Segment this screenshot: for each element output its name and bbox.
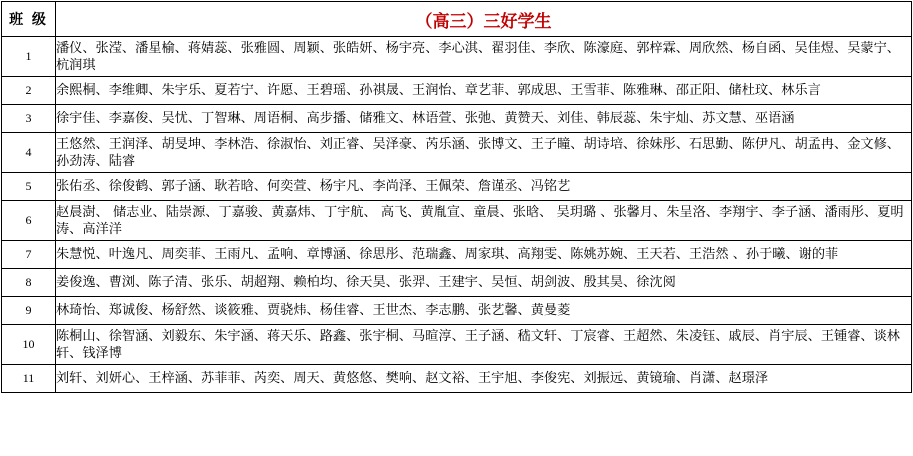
table-row	[2, 77, 912, 105]
table-title: （高三）三好学生	[56, 2, 912, 37]
student-names: 徐宇佳、李嘉俊、吴忧、丁智琳、周语桐、高步播、储雅文、林语萱、张弛、黄赞天、刘佳、韩辰蕊、朱宇灿、苏文慧、巫语涵	[56, 105, 912, 133]
table-row	[2, 105, 912, 133]
class-number: 6	[2, 201, 56, 241]
student-names: 赵晨澍、 储志业、陆崇源、丁嘉骏、黄嘉炜、丁宇航、 高飞、黄胤宣、童晨、张晗、 吴玥璐 、张馨月、朱呈洛、李翔宇、李子涵、潘雨彤、夏明涛、高洋洋	[56, 201, 912, 241]
table-row	[2, 133, 912, 173]
class-number: 5	[2, 173, 56, 201]
student-names: 林琦怡、郑诚俊、杨舒然、谈筱雅、贾骁炜、杨佳睿、王世杰、李志鹏、张艺馨、黄曼菱	[56, 297, 912, 325]
student-names: 王悠然、王润泽、胡旻坤、李林浩、徐淑怡、刘正睿、吴泽豪、芮乐涵、张博文、王子瞳、胡诗培、徐妹彤、石思勤、陈伊凡、胡孟冉、金文修、孙劲涛、陆睿	[56, 133, 912, 173]
class-number: 11	[2, 365, 56, 393]
class-number: 8	[2, 269, 56, 297]
table-row	[2, 297, 912, 325]
class-number: 3	[2, 105, 56, 133]
class-number: 10	[2, 325, 56, 365]
class-number: 2	[2, 77, 56, 105]
table-row	[2, 173, 912, 201]
student-names: 张佑丞、徐俊鹤、郭子涵、耿若晗、何奕萱、杨宇凡、李尚泽、王佩荣、詹谨丞、冯铭艺	[56, 173, 912, 201]
table-row	[2, 37, 912, 77]
table-row	[2, 365, 912, 393]
student-names: 刘轩、刘妍心、王梓涵、苏菲菲、芮奕、周天、黄悠悠、樊响、赵文裕、王宇旭、李俊宪、刘振远、黄镜瑜、肖潇、赵璟泽	[56, 365, 912, 393]
student-names: 姜俊逸、曹浏、陈子清、张乐、胡超翔、赖柏均、徐天昊、张羿、王建宇、吴恒、胡剑波、殷其昊、徐沈阅	[56, 269, 912, 297]
table-row	[2, 201, 912, 241]
header-row	[2, 2, 912, 37]
student-names: 陈桐山、徐智涵、刘毅东、朱宇涵、蒋天乐、路鑫、张宇桐、马暄淳、王子涵、嵇文轩、丁宸睿、王超然、朱凌钰、戚辰、肖宇辰、王锺睿、谈林轩、钱泽博	[56, 325, 912, 365]
table-row	[2, 241, 912, 269]
class-number: 4	[2, 133, 56, 173]
student-names: 余熙桐、李维卿、朱宇乐、夏若宁、许愿、王碧瑶、孙祺晟、王润怡、章艺菲、郭成思、王雪菲、陈雅琳、邵正阳、储杜玟、林乐言	[56, 77, 912, 105]
header-class-label: 班 级	[2, 2, 56, 37]
class-number: 1	[2, 37, 56, 77]
honor-table	[1, 1, 912, 393]
class-number: 9	[2, 297, 56, 325]
class-number: 7	[2, 241, 56, 269]
student-names: 朱慧悦、叶逸凡、周奕菲、王雨凡、孟响、章博涵、徐思彤、范瑞鑫、周家琪、高翔雯、陈姚苏婉、王天若、王浩然 、孙于曦、谢的菲	[56, 241, 912, 269]
table-row	[2, 325, 912, 365]
student-names: 潘仪、张滢、潘星榆、蒋婧蕊、张雅圆、周颖、张皓妍、杨宇亮、李心淇、翟羽佳、李欣、陈濠庭、郭梓霖、周欣然、杨自函、吴佳煜、吴蒙宁、杭润琪	[56, 37, 912, 77]
table-row	[2, 269, 912, 297]
